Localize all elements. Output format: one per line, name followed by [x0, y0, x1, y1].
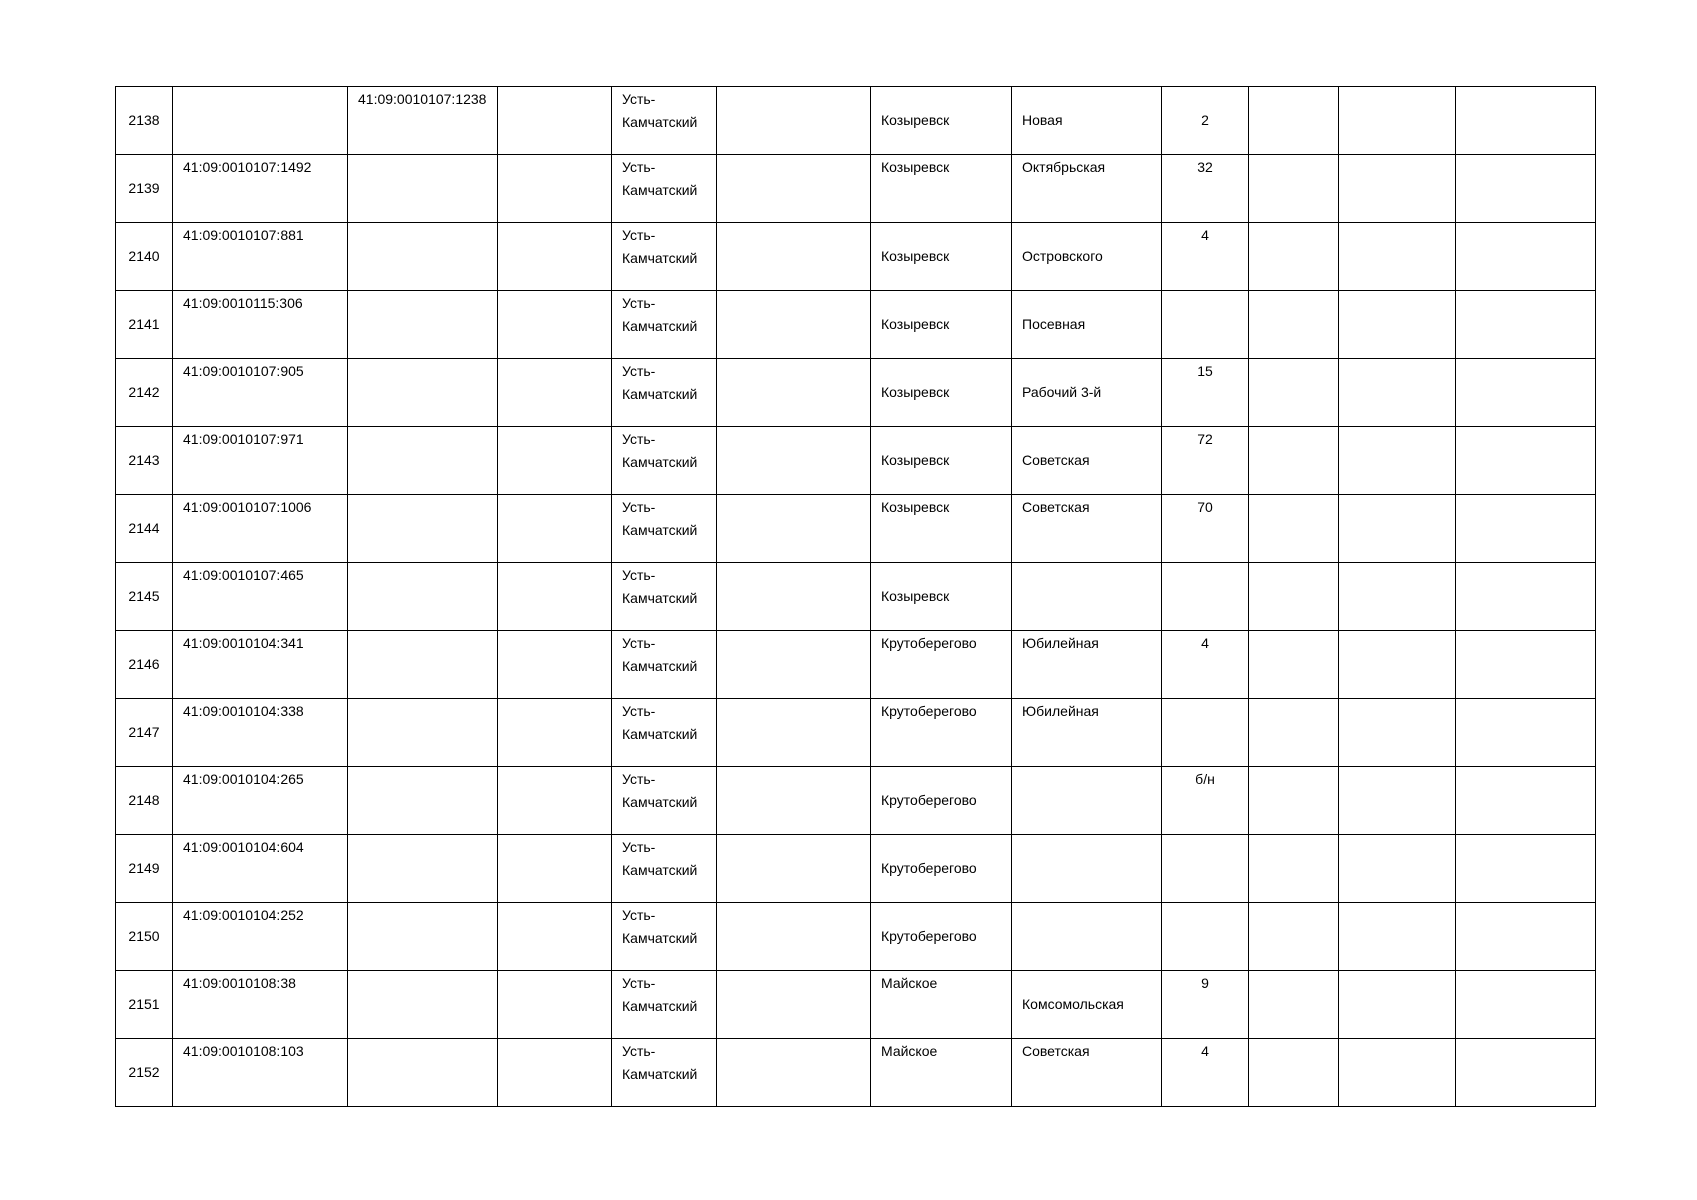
- district-cell: Усть-Камчатский: [612, 563, 717, 631]
- row-number-cell: 2144: [116, 495, 173, 563]
- empty-cell: [1339, 699, 1456, 767]
- empty-cell: [1456, 1039, 1596, 1107]
- empty-cell: [717, 291, 871, 359]
- row-number-cell: 2143: [116, 427, 173, 495]
- locality-cell: Козыревск: [871, 359, 1012, 427]
- empty-cell: [1339, 495, 1456, 563]
- street-cell: Посевная: [1012, 291, 1162, 359]
- locality-cell: Козыревск: [871, 155, 1012, 223]
- empty-cell: [717, 359, 871, 427]
- empty-cell: [1339, 971, 1456, 1039]
- house-number-cell: б/н: [1162, 767, 1249, 835]
- street-cell: Рабочий 3-й: [1012, 359, 1162, 427]
- row-number-cell: 2151: [116, 971, 173, 1039]
- table-row: [116, 563, 1596, 631]
- table-row: [116, 427, 1596, 495]
- table-row: [116, 495, 1596, 563]
- house-number-cell: [1162, 903, 1249, 971]
- house-number-cell: 4: [1162, 223, 1249, 291]
- table-row: [116, 971, 1596, 1039]
- empty-cell: [1339, 1039, 1456, 1107]
- empty-cell: [717, 223, 871, 291]
- district-cell: Усть-Камчатский: [612, 631, 717, 699]
- empty-cell: [1249, 835, 1339, 903]
- house-number-cell: [1162, 291, 1249, 359]
- cadastral-number-cell: 41:09:0010104:265: [173, 767, 348, 835]
- empty-cell: [1249, 427, 1339, 495]
- empty-cell: [717, 631, 871, 699]
- locality-cell: Козыревск: [871, 427, 1012, 495]
- table-row: [116, 903, 1596, 971]
- cadastral-number-cell: 41:09:0010108:38: [173, 971, 348, 1039]
- row-number-cell: 2140: [116, 223, 173, 291]
- locality-cell: Майское: [871, 971, 1012, 1039]
- empty-cell: [1456, 359, 1596, 427]
- locality-cell: Козыревск: [871, 87, 1012, 155]
- house-number-cell: 4: [1162, 631, 1249, 699]
- cadastral-number-cell: 41:09:0010107:465: [173, 563, 348, 631]
- locality-cell: Крутоберегово: [871, 631, 1012, 699]
- empty-cell: [1456, 563, 1596, 631]
- empty-cell: [498, 495, 612, 563]
- empty-cell: [1456, 835, 1596, 903]
- empty-cell: [717, 903, 871, 971]
- row-number-cell: 2150: [116, 903, 173, 971]
- house-number-cell: 70: [1162, 495, 1249, 563]
- table-row: [116, 767, 1596, 835]
- empty-cell: [1456, 87, 1596, 155]
- empty-cell: [498, 835, 612, 903]
- empty-cell: [498, 631, 612, 699]
- empty-cell: [1249, 291, 1339, 359]
- house-number-cell: [1162, 835, 1249, 903]
- district-cell: Усть-Камчатский: [612, 87, 717, 155]
- empty-cell: [1339, 767, 1456, 835]
- empty-cell: [498, 699, 612, 767]
- empty-cell: [717, 495, 871, 563]
- empty-cell: [1339, 563, 1456, 631]
- cadastral-number-alt-cell: [348, 835, 498, 903]
- row-number-cell: 2149: [116, 835, 173, 903]
- house-number-cell: 72: [1162, 427, 1249, 495]
- empty-cell: [1456, 903, 1596, 971]
- empty-cell: [498, 155, 612, 223]
- district-cell: Усть-Камчатский: [612, 223, 717, 291]
- empty-cell: [1456, 223, 1596, 291]
- row-number-cell: 2141: [116, 291, 173, 359]
- house-number-cell: 4: [1162, 1039, 1249, 1107]
- table-row: [116, 223, 1596, 291]
- street-cell: Юбилейная: [1012, 631, 1162, 699]
- empty-cell: [1456, 631, 1596, 699]
- locality-cell: Козыревск: [871, 563, 1012, 631]
- table-row: [116, 155, 1596, 223]
- property-register-table: [115, 86, 1596, 1107]
- empty-cell: [717, 563, 871, 631]
- street-cell: [1012, 903, 1162, 971]
- row-number-cell: 2142: [116, 359, 173, 427]
- house-number-cell: 15: [1162, 359, 1249, 427]
- empty-cell: [717, 767, 871, 835]
- district-cell: Усть-Камчатский: [612, 291, 717, 359]
- cadastral-number-alt-cell: [348, 767, 498, 835]
- house-number-cell: 2: [1162, 87, 1249, 155]
- empty-cell: [1249, 631, 1339, 699]
- street-cell: Советская: [1012, 1039, 1162, 1107]
- empty-cell: [1249, 223, 1339, 291]
- district-cell: Усть-Камчатский: [612, 155, 717, 223]
- table-row: [116, 359, 1596, 427]
- empty-cell: [717, 699, 871, 767]
- empty-cell: [498, 767, 612, 835]
- locality-cell: Козыревск: [871, 495, 1012, 563]
- district-cell: Усть-Камчатский: [612, 699, 717, 767]
- cadastral-number-alt-cell: [348, 699, 498, 767]
- empty-cell: [1339, 359, 1456, 427]
- empty-cell: [498, 359, 612, 427]
- empty-cell: [1249, 971, 1339, 1039]
- cadastral-number-alt-cell: [348, 359, 498, 427]
- cadastral-number-cell: 41:09:0010107:905: [173, 359, 348, 427]
- empty-cell: [1456, 767, 1596, 835]
- locality-cell: Крутоберегово: [871, 767, 1012, 835]
- empty-cell: [1339, 223, 1456, 291]
- empty-cell: [498, 563, 612, 631]
- cadastral-number-alt-cell: [348, 1039, 498, 1107]
- empty-cell: [1456, 427, 1596, 495]
- empty-cell: [1249, 1039, 1339, 1107]
- empty-cell: [1249, 699, 1339, 767]
- cadastral-number-alt-cell: [348, 971, 498, 1039]
- house-number-cell: [1162, 563, 1249, 631]
- empty-cell: [1339, 903, 1456, 971]
- table-row: [116, 1039, 1596, 1107]
- empty-cell: [1456, 971, 1596, 1039]
- locality-cell: Крутоберегово: [871, 903, 1012, 971]
- locality-cell: Козыревск: [871, 291, 1012, 359]
- locality-cell: Крутоберегово: [871, 835, 1012, 903]
- house-number-cell: 32: [1162, 155, 1249, 223]
- cadastral-number-cell: 41:09:0010107:1006: [173, 495, 348, 563]
- cadastral-number-alt-cell: [348, 291, 498, 359]
- empty-cell: [1456, 155, 1596, 223]
- cadastral-number-cell: 41:09:0010104:338: [173, 699, 348, 767]
- empty-cell: [717, 1039, 871, 1107]
- street-cell: [1012, 835, 1162, 903]
- cadastral-number-cell: 41:09:0010115:306: [173, 291, 348, 359]
- cadastral-number-alt-cell: [348, 495, 498, 563]
- street-cell: Октябрьская: [1012, 155, 1162, 223]
- row-number-cell: 2148: [116, 767, 173, 835]
- empty-cell: [1339, 427, 1456, 495]
- empty-cell: [498, 223, 612, 291]
- empty-cell: [1249, 563, 1339, 631]
- table-row: [116, 291, 1596, 359]
- empty-cell: [1339, 291, 1456, 359]
- cadastral-number-alt-cell: [348, 427, 498, 495]
- cadastral-number-cell: 41:09:0010107:1492: [173, 155, 348, 223]
- district-cell: Усть-Камчатский: [612, 903, 717, 971]
- district-cell: Усть-Камчатский: [612, 767, 717, 835]
- empty-cell: [1339, 631, 1456, 699]
- cadastral-number-alt-cell: [348, 155, 498, 223]
- empty-cell: [498, 87, 612, 155]
- cadastral-number-cell: 41:09:0010104:604: [173, 835, 348, 903]
- empty-cell: [1249, 87, 1339, 155]
- empty-cell: [717, 427, 871, 495]
- street-cell: Советская: [1012, 427, 1162, 495]
- row-number-cell: 2152: [116, 1039, 173, 1107]
- empty-cell: [717, 835, 871, 903]
- empty-cell: [498, 971, 612, 1039]
- table-row: [116, 835, 1596, 903]
- empty-cell: [498, 1039, 612, 1107]
- district-cell: Усть-Камчатский: [612, 495, 717, 563]
- empty-cell: [1339, 835, 1456, 903]
- table-row: [116, 87, 1596, 155]
- cadastral-number-cell: 41:09:0010108:103: [173, 1039, 348, 1107]
- street-cell: Новая: [1012, 87, 1162, 155]
- table-row: [116, 699, 1596, 767]
- cadastral-number-alt-cell: [348, 223, 498, 291]
- table-body: [116, 87, 1596, 1107]
- empty-cell: [498, 427, 612, 495]
- empty-cell: [1339, 87, 1456, 155]
- empty-cell: [1249, 359, 1339, 427]
- district-cell: Усть-Камчатский: [612, 427, 717, 495]
- street-cell: Островского: [1012, 223, 1162, 291]
- street-cell: [1012, 767, 1162, 835]
- empty-cell: [498, 291, 612, 359]
- locality-cell: Крутоберегово: [871, 699, 1012, 767]
- district-cell: Усть-Камчатский: [612, 359, 717, 427]
- cadastral-number-alt-cell: 41:09:0010107:1238: [348, 87, 498, 155]
- cadastral-number-cell: [173, 87, 348, 155]
- empty-cell: [1249, 767, 1339, 835]
- street-cell: Юбилейная: [1012, 699, 1162, 767]
- street-cell: [1012, 563, 1162, 631]
- empty-cell: [1456, 291, 1596, 359]
- empty-cell: [1249, 903, 1339, 971]
- row-number-cell: 2145: [116, 563, 173, 631]
- empty-cell: [1249, 155, 1339, 223]
- cadastral-number-alt-cell: [348, 903, 498, 971]
- table-row: [116, 631, 1596, 699]
- empty-cell: [498, 903, 612, 971]
- empty-cell: [717, 87, 871, 155]
- district-cell: Усть-Камчатский: [612, 1039, 717, 1107]
- cadastral-number-alt-cell: [348, 563, 498, 631]
- empty-cell: [1456, 495, 1596, 563]
- locality-cell: Майское: [871, 1039, 1012, 1107]
- empty-cell: [717, 155, 871, 223]
- cadastral-number-alt-cell: [348, 631, 498, 699]
- row-number-cell: 2146: [116, 631, 173, 699]
- house-number-cell: [1162, 699, 1249, 767]
- cadastral-number-cell: 41:09:0010107:881: [173, 223, 348, 291]
- row-number-cell: 2147: [116, 699, 173, 767]
- row-number-cell: 2138: [116, 87, 173, 155]
- row-number-cell: 2139: [116, 155, 173, 223]
- cadastral-number-cell: 41:09:0010104:252: [173, 903, 348, 971]
- empty-cell: [1339, 155, 1456, 223]
- empty-cell: [1456, 699, 1596, 767]
- empty-cell: [1249, 495, 1339, 563]
- cadastral-number-cell: 41:09:0010107:971: [173, 427, 348, 495]
- district-cell: Усть-Камчатский: [612, 971, 717, 1039]
- locality-cell: Козыревск: [871, 223, 1012, 291]
- district-cell: Усть-Камчатский: [612, 835, 717, 903]
- empty-cell: [717, 971, 871, 1039]
- street-cell: Советская: [1012, 495, 1162, 563]
- house-number-cell: 9: [1162, 971, 1249, 1039]
- street-cell: Комсомольская: [1012, 971, 1162, 1039]
- cadastral-number-cell: 41:09:0010104:341: [173, 631, 348, 699]
